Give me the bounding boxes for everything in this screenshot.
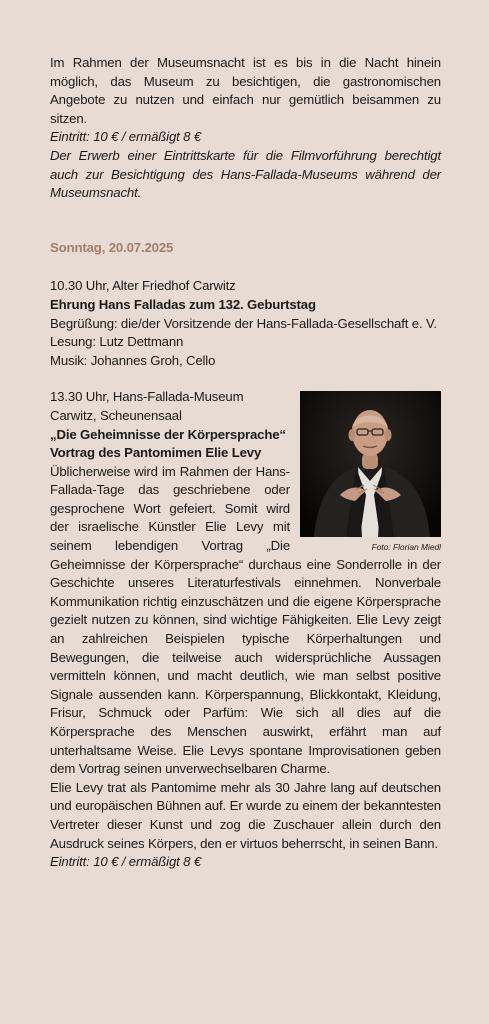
date-heading: Sonntag, 20.07.2025 xyxy=(50,239,174,255)
event2-title-line2: Vortrag des Pantomimen Elie Levy xyxy=(50,445,262,461)
event1-reading: Lesung: Lutz Dettmann xyxy=(50,334,184,350)
portrait-illustration xyxy=(300,391,441,537)
photo-block xyxy=(300,391,441,553)
event-body-language-lecture xyxy=(50,388,441,871)
photo-credit: Foto: Florian Miedl xyxy=(371,542,441,553)
event1-music: Musik: Johannes Groh, Cello xyxy=(50,352,216,368)
event2-time-place-line1: 13.30 Uhr, Hans-Fallada-Museum xyxy=(50,389,244,405)
event2-time-place-line2: Carwitz, Scheunensaal xyxy=(50,407,182,423)
event1-title: Ehrung Hans Falladas zum 132. Geburtstag xyxy=(50,296,316,312)
event2-description: Üblicherweise wird im Rahmen der Hans-Fallada-Tage das geschriebene oder gesprochene Wort gefeiert. Somit wird der israelische Künstler Elie Levy mit seinem lebendigen Vortrag „Die Geheimnisse der Körpersprache“ durchaus eine Sonderrolle in der Geschichte unseres Literaturfestivals einnehmen. Nonverbale Kommunikation richtig einzuschätzen und die eigene Körpersprache gezielt nutzen zu können, sind wichtige Fähigkeiten. Elie Levy zeigt an zahlreichen Beispielen typische Körperhaltungen und Bewegungen, die teilweise auch widersprüchliche Aussagen vermitteln können, und macht deutlich, wie man selbst positive Signale aussenden kann. Körperspannung, Blickkontakt, Kleidung, Frisur, Schmuck oder Parfüm: Wie sich all dies auf die Körpersprache des Menschen auswirkt, erfährt man auf unterhaltsame Weise. Elie Levys spontane Improvisationen geben dem Vortrag seinen unverwechselbaren Charme. xyxy=(50,463,441,777)
event2-performer-bio: Elie Levy trat als Pantomime mehr als 30 Jahre lang auf deutschen und europäischen Bühnen auf. Er wurde zu einem der bekanntesten Vertreter dieser Kunst und zog die Zuschauer allein durch den Ausdruck seines Körpers, den er virtuos beherrscht, in seinen Bann. xyxy=(50,779,441,851)
intro-note: Der Erwerb einer Eintrittskarte für die Filmvorführung berechtigt auch zur Besichtigung des Hans-Fallada-Museums während der Museumsnacht. xyxy=(50,147,441,201)
intro-section xyxy=(50,54,441,203)
event2-admission: Eintritt: 10 € / ermäßigt 8 € xyxy=(50,854,202,870)
intro-admission: Eintritt: 10 € / ermäßigt 8 € xyxy=(50,129,202,145)
event1-time-place: 10.30 Uhr, Alter Friedhof Carwitz xyxy=(50,278,236,294)
event2-title-line1: „Die Geheimnisse der Körpersprache“ xyxy=(50,426,286,442)
intro-paragraph: Im Rahmen der Museumsnacht ist es bis in die Nacht hinein möglich, das Museum zu besichtigen, die gastronomischen Angebote zu nutzen und einfach nur gemütlich beisammen zu sitzen. xyxy=(50,55,441,126)
event1-greeting: Begrüßung: die/der Vorsitzende der Hans-Fallada-Gesellschaft e. V. xyxy=(50,315,437,331)
portrait-photo xyxy=(300,391,441,537)
event-birthday-honor xyxy=(50,277,441,370)
document-page xyxy=(50,54,441,872)
